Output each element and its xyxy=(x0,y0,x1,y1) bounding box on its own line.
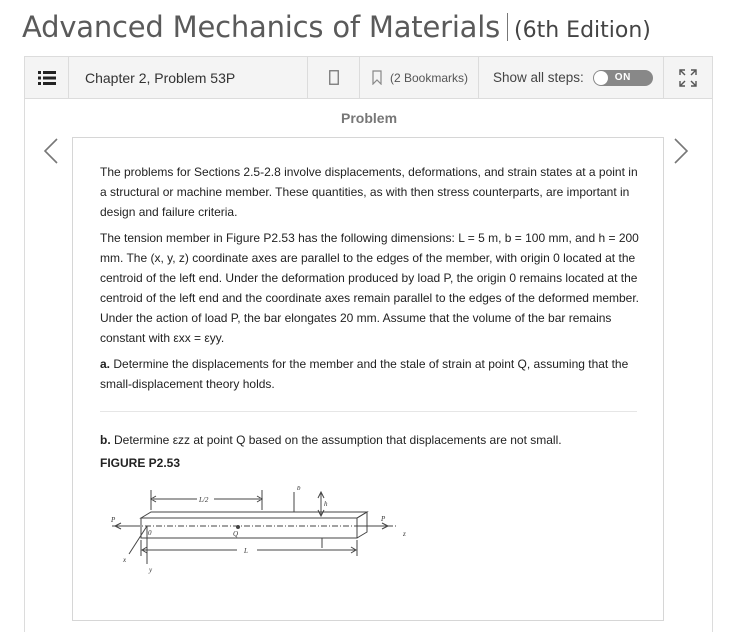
chevron-left-icon[interactable] xyxy=(43,138,59,164)
fig-label-q: Q xyxy=(233,530,239,538)
part-b-label: b. xyxy=(100,433,111,447)
bookmark-icon xyxy=(329,70,339,85)
fullscreen-button[interactable] xyxy=(664,57,712,98)
book-title xyxy=(22,10,651,54)
fig-label-p-left: P xyxy=(111,516,116,524)
figure-p2-53 xyxy=(107,486,427,586)
fig-label-l-half: L/2 xyxy=(199,496,209,504)
fig-label-b: b xyxy=(297,486,301,492)
bookmark-outline-icon xyxy=(372,70,382,85)
show-all-steps-toggle[interactable] xyxy=(593,70,653,86)
solution-toolbar xyxy=(24,56,713,99)
part-b-text: Determine εzz at point Q based on the assumption that displacements are not small. xyxy=(110,433,562,447)
chevron-right-icon[interactable] xyxy=(673,138,689,164)
list-menu-icon xyxy=(38,71,56,85)
table-of-contents-button[interactable] xyxy=(25,57,69,98)
part-a xyxy=(100,354,640,394)
title-separator xyxy=(507,13,508,41)
dimensions-paragraph: The tension member in Figure P2.53 has the following dimensions: L = 5 m, b = 100 mm, and h = 200 mm. The (x, y, z) coordinate axes are parallel to the edges of the member, with origin 0 located at the centroid of the left end. Under the deformation produced by load P, the origin 0 remains located at the centroid of the left end and the coordinate axes remain parallel to the edges of the deformed member. Under the action of load P, the bar elongates 20 mm. Assume that the volume of the bar remains constant with εxx = εyy. xyxy=(100,231,639,345)
expand-icon xyxy=(679,69,697,87)
section-divider xyxy=(100,411,637,412)
problem-text xyxy=(100,162,640,400)
figure-title: FIGURE P2.53 xyxy=(100,456,181,470)
fig-label-h: h xyxy=(324,500,328,508)
problem-statement-box xyxy=(72,137,664,621)
toggle-state-label: ON xyxy=(614,71,631,83)
fig-label-origin: 0 xyxy=(148,529,152,537)
part-a-label: a. xyxy=(100,357,111,371)
show-all-steps-control xyxy=(479,57,664,98)
bookmarks-count-label: (2 Bookmarks) xyxy=(390,70,469,85)
fig-label-y: y xyxy=(149,566,153,574)
toggle-knob xyxy=(594,71,608,85)
fig-label-x: x xyxy=(123,556,127,564)
chapter-problem-selector[interactable]: Chapter 2, Problem 53P xyxy=(69,57,308,98)
part-b xyxy=(100,430,640,450)
section-label: Problem xyxy=(341,110,398,126)
book-edition: (6th Edition) xyxy=(514,18,651,43)
bookmarks-button[interactable] xyxy=(360,57,479,98)
intro-paragraph: The problems for Sections 2.5-2.8 involve displacements, deformations, and strain states at a point in a structural or machine member. These quantities, as with then stress counterparts, are important in design and failure criteria. xyxy=(100,165,638,219)
fig-label-z: z xyxy=(403,530,406,538)
book-title-text: Advanced Mechanics of Materials xyxy=(22,10,501,44)
page-bookmark-button[interactable] xyxy=(308,57,360,98)
fig-label-l: L xyxy=(244,547,248,555)
fig-label-p-right: P xyxy=(381,515,386,523)
problem-panel xyxy=(24,99,713,632)
show-all-steps-label: Show all steps: xyxy=(493,70,584,85)
part-a-text: Determine the displacements for the member and the stale of strain at point Q, assuming that the small-displacement theory holds. xyxy=(100,357,629,391)
